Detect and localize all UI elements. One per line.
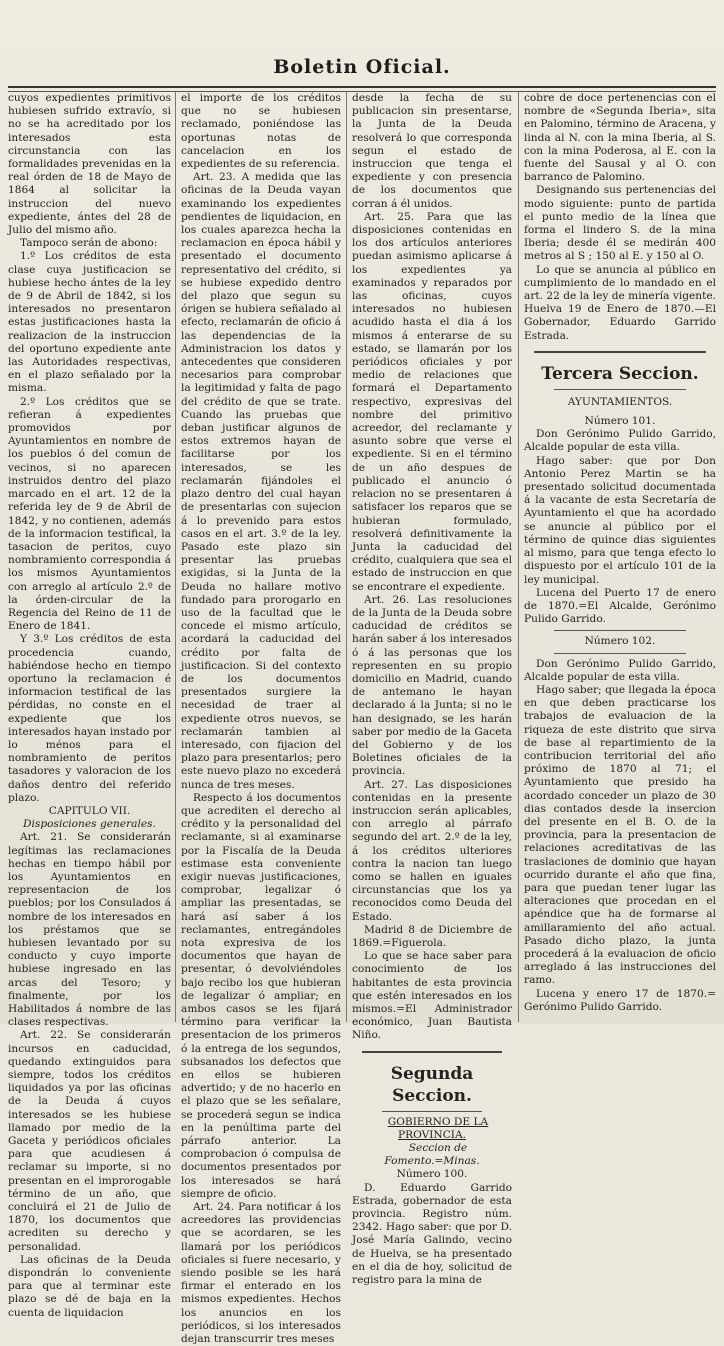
paragraph: Las oficinas de la Deuda dispondrán lo conveniente para que al terminar este plazo se dé de baja en la cuenta de liquidacion: [8, 1253, 171, 1319]
subsection-heading: AYUNTAMIENTOS.: [567, 395, 673, 408]
chapter-subheading: Disposiciones generales.: [23, 818, 156, 831]
paragraph: desde la fecha de su publicacion sin presentarse, la Junta de la Deuda resolverá lo que corresponda segun el estado de instruccion que tenga el expediente y con presencia de los documentos que corran á él unidos.: [352, 92, 512, 210]
paragraph: Hago saber; que llegada la época en que deben practicarse los trabajos de evaluacion de la riqueza de este distrito que sirva de base al repartimiento de la contribucion territorial del año próximo de 1870 al 71; el Ayuntamiento que presido ha acordado conceder un plazo de 30 dias contados desde la insercion del presente en el B. O. de la provincia, para la presentacion de relaciones acreditativas de las traslaciones de dominio que hayan ocurrido durante el año que fina, para que puedan tener lugar las alteraciones que procedan en el apéndice que ha de formarse al amillaramiento del año actual. Pasado dicho plazo, la junta procederá á la evaluacion de oficio arreglado á las instrucciones del ramo.: [524, 683, 716, 987]
section-heading: Segunda Seccion.: [390, 1063, 474, 1106]
paragraph: Art. 23. A medida que las oficinas de la Deuda vayan examinando los expedientes pendientes de liquidacion, en los cuales aparezca hecha la reclamacion en época hábil y presentado el documento representativo del crédito, si se hubiese expedido dentro del plazo que segun su órigen se hubiera señalado al efecto, reclamarán de oficio á las dependencias de la Administracion los datos y antecedentes que consideren necesarios para comprobar la legitimidad y falta de pago del crédito de que se trate. Cuando las pruebas que deban justificar algunos de estos extremos hayan de facilitarse por los interesados, se les reclamarán fijándoles el plazo dentro del cual hayan de presentarlas con sujecion á lo prevenido para estos casos en el art. 3.º de la ley. Pasado este plazo sin presentar las pruebas exigidas, si la Junta de la Deuda no hallare motivo fundado para prorogarlo en uso de la facultad que le concede el mismo artículo, acordará la caducidad del crédito por falta de justificacion. Si del contexto de los documentos presentados surgiere la necesidad de traer al expediente otros nuevos, se reclamarán tambien al interesado, con fijacion del plazo para presentarlos; pero este nuevo plazo no excederá nunca de tres meses.: [181, 171, 341, 791]
section-rule: [362, 1051, 502, 1053]
paragraph: cobre de doce pertenencias con el nombre de «Segunda Iberia», sita en Palomino, término de Aracena, y linda al N. con la mina Iberia, al S. con la mina Poderosa, al E. con la fuente del Sausal y al O. con barranco de Palomino.: [524, 92, 716, 184]
column-divider: [346, 92, 347, 1022]
notice-number: Número 100.: [396, 1168, 468, 1181]
chapter-heading: CAPITULO VII.: [48, 804, 131, 817]
notice-number: Número 101.: [584, 415, 656, 428]
column-2: [181, 92, 341, 1346]
notice-number: Número 102.: [584, 635, 656, 648]
paragraph: Art. 22. Se considerarán incursos en caducidad, quedando extinguidos para siempre, todos los créditos liquidados ya por las oficinas de la Deuda á cuyos interesados se les hubiese llamado por medio de la Gaceta y periódicos oficiales para que acudiesen á reclamar su importe, si no presentan en el improrogable término de un año, que concluirá el 21 de Julio de 1870, los documentos que acrediten su derecho y personalidad.: [8, 1029, 171, 1253]
paragraph: Lucena del Puerto 17 de enero de 1870.=El Alcalde, Gerónimo Pulido Garrido.: [524, 586, 716, 626]
column-1: [8, 92, 171, 1319]
paragraph: Designando sus pertenencias del modo siguiente: punto de partida el punto medio de la línea que forma el lindero S. de la mina Iberia; desde él se medirán 400 metros al S ; 150 al E. y 150 al O.: [524, 184, 716, 263]
section-rule: [534, 351, 706, 353]
paragraph: Tampoco serán de abono:: [20, 237, 158, 250]
paragraph: Hago saber: que por Don Antonio Perez Martin se ha presentado solicitud documentada á la vacante de esta Secretaría de Ayuntamiento el que ha acordado se anuncie al público por el término de quince dias siguientes al mismo, para que tenga efecto lo dispuesto por el artículo 101 de la ley municipal.: [524, 454, 716, 586]
paragraph: Art. 25. Para que las disposiciones contenidas en los dos artículos anteriores puedan asimismo aplicarse á los expedientes ya examinados y reparados por las oficinas, cuyos interesados no hubiesen acudido hasta el dia á los mismos á enterarse de su estado, se llamarán por los periódicos oficiales y por medio de relaciones que formará el Departamento respectivo, expresivas del nombre del primitivo acreedor, del reclamante y asunto sobre que verse el expediente. Si en el término de un año despues de publicado el anuncio ó relacion no se presentaren á satisfacer los reparos que se hubieran formulado, resolverá definitivamente la Junta la caducidad del crédito, cualquiera que sea el estado de instruccion en que se encontrare el expediente.: [352, 210, 512, 593]
paragraph: Respecto á los documentos que acrediten el derecho al crédito y la personalidad del reclamante, si al examinarse por la Fiscalía de la Deuda estimase esta conveniente exigir nuevas justificaciones, comprobar, legalizar ó ampliar las presentadas, se hará así saber á los reclamantes, entregándoles nota expresiva de los documentos que hayan de presentar, ó devolviéndoles bajo recibo los que hubieran de legalizar ó ampliar; en ambos casos se les fijará término para verificar la presentacion de los primeros ó la entrega de los segundos, subsanados los defectos que en ellos se hubieren advertido; y de no hacerlo en el plazo que se les señalare, se procederá segun se indica en la penúltima parte del párrafo anterior. La comprobacion ó compulsa de documentos presentados por los interesados se hará siempre de oficio.: [181, 791, 341, 1200]
paragraph: Y 3.º Los créditos de esta procedencia cuando, habiéndose hecho en tiempo oportuno la reclamacion é informacion testifical de las pérdidas, no conste en el expediente que los interesados hayan instado por lo ménos para el nombramiento de peritos tasadores y valoracion de los daños dentro del referido plazo.: [8, 633, 171, 804]
paragraph: Don Gerónimo Pulido Garrido, Alcalde popular de esta villa.: [524, 657, 716, 683]
paragraph: 1.º Los créditos de esta clase cuya justificacion se hubiese hecho ántes de la ley de 9 de Abril de 1842, si los interesados no presentaron estas justificaciones hasta la realizacion de la instruccion del oportuno expediente ante las Autoridades respectivas, en el plazo señalado por la misma.: [8, 250, 171, 395]
paragraph: cuyos expedientes primitivos hubiesen sufrido extravío, si no se ha acreditado por los interesados esta circunstancia con las formalidades prevenidas en la real órden de 18 de Mayo de 1864 al solicitar la instruccion del nuevo expediente, ántes del 28 de Julio del mismo año.: [8, 92, 171, 237]
divider: [382, 1111, 482, 1112]
paragraph: Art. 24. Para notificar á los acreedores las providencias que se acordaren, se les llamará por los periódicos oficiales si fuere necesario, y siendo posible se les hará firmar el enterado en los mismos expedientes. Hechos los anuncios en los periódicos, si los interesados dejan transcurrir tres meses: [181, 1201, 341, 1346]
paragraph: Lo que se hace saber para conocimiento de los habitantes de esta provincia que estén interesados en los mismos.=El Administrador económico, Juan Bautista Niño.: [352, 950, 512, 1042]
paragraph: Lucena y enero 17 de 1870.= Gerónimo Pulido Garrido.: [524, 987, 716, 1013]
paragraph: 2.º Los créditos que se refieran á expedientes promovidos por Ayuntamientos en nombre de los pueblos ó del comun de vecinos, si no aparecen instruidos dentro del plazo marcado en el art. 12 de la referida ley de 9 de Abril de 1842, y no contienen, además de la informacion testifical, la tasacion de peritos, cuyo nombramiento correspondia á los mismos Ayuntamientos con arreglo al artículo 2.º de la órden-circular de la Regencia del Reino de 11 de Enero de 1841.: [8, 395, 171, 633]
paragraph: D. Eduardo Garrido Estrada, gobernador de esta provincia. Registro núm. 2342. Hago saber: que por D. José María Galindo, vecino de Huelva, se ha presentado en el dia de hoy, solicitud de registro para la mina de: [352, 1181, 512, 1287]
column-divider: [175, 92, 176, 1022]
subsection-label: Seccion de Fomento.=Minas.: [384, 1142, 480, 1168]
paragraph: Art. 26. Las resoluciones de la Junta de la Deuda sobre caducidad de créditos se harán saber á los interesados ó á las personas que los representen en su propio domicilio en Madrid, cuando de antemano le hayan declarado á la Junta; si no le han designado, se les harán saber por medio de la Gaceta del Gobierno y de los Boletines oficiales de la provincia.: [352, 593, 512, 778]
paragraph: Art. 27. Las disposiciones contenidas en la presente instruccion serán aplicables, con arreglo al párrafo segundo del art. 2.º de la ley, á los créditos ulteriores contra la nacion tan luego como se hallen en iguales circunstancias que los ya reconocidos como Deuda del Estado.: [352, 778, 512, 923]
paragraph: Lo que se anuncia al público en cumplimiento de lo mandado en el art. 22 de la ley de minería vigente. Huelva 19 de Enero de 1870.—El Gobernador, Eduardo Garrido Estrada.: [524, 263, 716, 342]
masthead-title: Boletin Oficial.: [273, 56, 451, 78]
subsection-heading: GOBIERNO DE LA PROVINCIA.: [387, 1115, 489, 1141]
section-heading: Tercera Seccion.: [541, 363, 699, 384]
divider: [554, 389, 686, 390]
paragraph: Madrid 8 de Diciembre de 1869.=Figuerola.: [352, 923, 512, 949]
column-4: [524, 92, 716, 1024]
column-3: [352, 92, 512, 1287]
paragraph: Art. 21. Se considerarán legítimas las reclamaciones hechas en tiempo hábil por los Ayuntamientos en representacion de los pueblos; por los Consulados á nombre de los interesados en los préstamos que se hubiesen levantado por su conducto y cuyo importe hubiese ingresado en las arcas del Tesoro; y finalmente, por los Habilitados á nombre de las clases respectivas.: [8, 831, 171, 1029]
paragraph: el importe de los créditos que no se hubiesen reclamado, poniéndose las oportunas notas de cancelacion en los expedientes de su referencia.: [181, 92, 341, 171]
divider: [554, 653, 686, 654]
paragraph: Don Gerónimo Pulido Garrido, Alcalde popular de esta villa.: [524, 428, 716, 454]
divider: [554, 630, 686, 631]
column-divider: [518, 92, 519, 1022]
